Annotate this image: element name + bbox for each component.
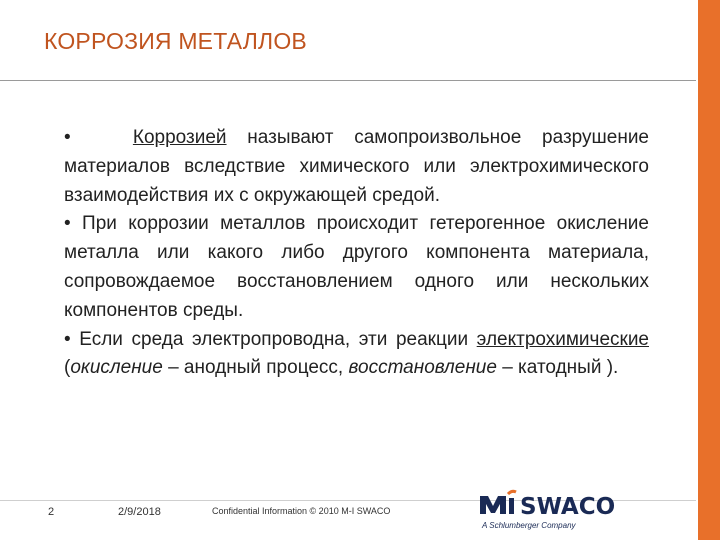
term-reduction: восстановление: [348, 357, 497, 379]
slide-title: КОРРОЗИЯ МЕТАЛЛОВ: [44, 28, 307, 54]
title-divider: [0, 80, 696, 81]
paragraph-3-text-a: Если среда электропроводна, эти реакции: [70, 328, 477, 350]
bullet: •: [64, 328, 71, 350]
footer-confidential: Confidential Information © 2010 M-I SWACO: [212, 506, 391, 516]
bullet: •: [64, 213, 71, 235]
term-corrosion: Коррозией: [132, 127, 227, 148]
footer-date: 2/9/2018: [118, 506, 161, 518]
term-oxidation: окисление: [70, 357, 163, 379]
svg-text:SWACO: SWACO: [520, 494, 616, 520]
svg-text:A Schlumberger Company: A Schlumberger Company: [482, 521, 576, 530]
logo-swoosh-icon: [478, 488, 688, 532]
slide-body: [64, 124, 649, 383]
page-number: 2: [48, 506, 55, 518]
accent-bar: [698, 0, 720, 540]
paragraph-1-text: называют самопроизвольное разрушение материалов вследствие химического или электрохимического взаимодействия их с окружающей средой.: [64, 127, 649, 206]
paragraph-3-text-d: – катодный ).: [496, 357, 619, 379]
term-electrochemical: электрохимические: [476, 328, 649, 350]
paragraph-3: [64, 326, 649, 384]
bullet: •: [64, 127, 71, 148]
paragraph-3-text-c: – анодный процесс,: [162, 357, 349, 379]
paragraph-1: [64, 124, 649, 210]
paragraph-2: [64, 210, 649, 325]
paragraph-3-text-b: (: [64, 357, 71, 379]
company-logo: [478, 488, 688, 532]
paragraph-2-text: При коррозии металлов происходит гетерогенное окисление металла или какого либо другого компонента материала, сопровождаемое восстановлением одного или нескольких компонентов среды.: [64, 213, 649, 321]
